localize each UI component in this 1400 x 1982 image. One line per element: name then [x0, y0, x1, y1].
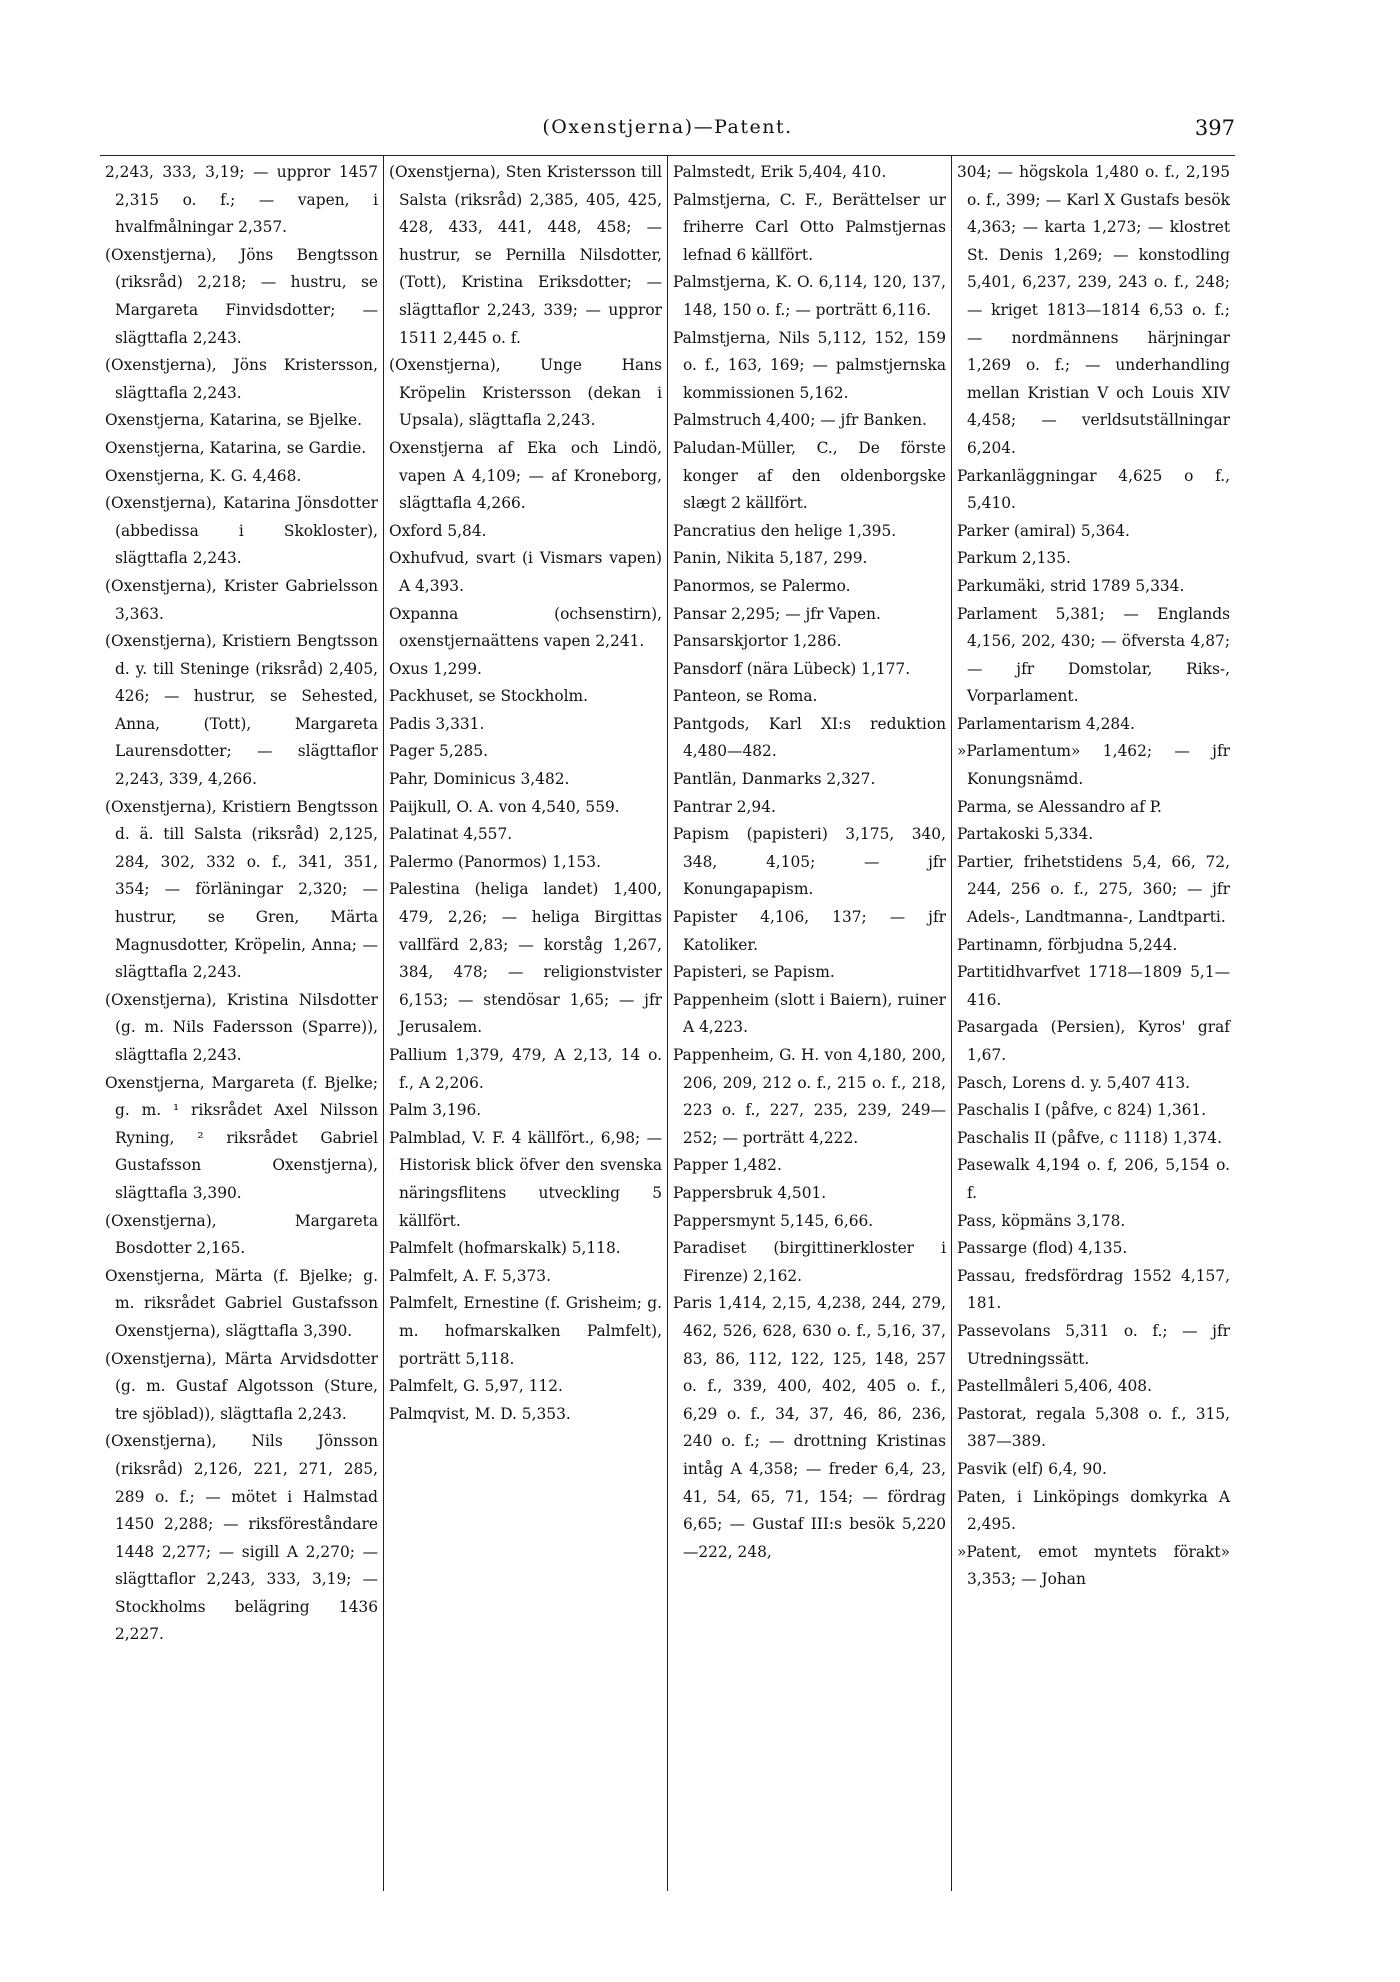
index-entry: Palmblad, V. F. 4 källfört., 6,98; — Historisk blick öfver den svenska näringsflitens utveckling 5 källfört. [389, 1128, 662, 1230]
index-entry: Palmstjerna, K. O. 6,114, 120, 137, 148, 150 o. f.; — porträtt 6,116. [673, 273, 946, 319]
index-entry: Oxpanna (ochsenstirn), oxenstjernaättens vapen 2,241. [389, 604, 662, 651]
index-entry: Papism (papisteri) 3,175, 340, 348, 4,105; — jfr Konungapapism. [673, 825, 946, 899]
index-entry: Oxenstjerna, Katarina, se Bjelke. [105, 411, 363, 430]
running-title: (Oxenstjerna)—Patent. [542, 116, 793, 138]
index-entry: Oxenstjerna, Margareta (f. Bjelke; g. m. ¹ riksrådet Axel Nilsson Ryning, ² riksrådet Gabriel Gustafsson Oxenstjerna), slägttafla 3,390. [105, 1073, 378, 1202]
index-entry: Pastellmåleri 5,406, 408. [957, 1377, 1152, 1396]
index-entry: Palmstjerna, C. F., Berättelser ur friherre Carl Otto Palmstjernas lefnad 6 källfört. [673, 190, 946, 264]
index-entry: Passarge (flod) 4,135. [957, 1239, 1128, 1258]
index-entry: Passau, fredsfördrag 1552 4,157, 181. [957, 1266, 1230, 1313]
index-entry: Oxus 1,299. [389, 659, 482, 678]
index-entry: Palmstruch 4,400; — jfr Banken. [673, 411, 927, 430]
index-entry: Palm 3,196. [389, 1101, 482, 1120]
index-entry: Pantrar 2,94. [673, 797, 776, 816]
index-entry: Paris 1,414, 2,15, 4,238, 244, 279, 462, 526, 628, 630 o. f., 5,16, 37, 83, 86, 112, 122, 125, 148, 257 o. f., 339, 400, 402, 405 o. f., 6,29 o. f., 34, 37, 46, 86, 236, 240 o. f.; — drottning Kristinas intåg A 4,358; — freder 6,4, 23, 41, 54, 65, 71, 154; — fördrag 6,65; — Gustaf III:s besök 5,220—222, 248, [673, 1294, 946, 1561]
index-entry: Palmfelt (hofmarskalk) 5,118. [389, 1239, 621, 1258]
index-entry: (Oxenstjerna), Krister Gabrielsson 3,363. [105, 576, 378, 623]
index-entry: Parlamentarism 4,284. [957, 714, 1135, 733]
index-entry: Pastorat, regala 5,308 o. f., 315, 387—389. [957, 1404, 1230, 1451]
index-entry: Pantgods, Karl XI:s reduktion 4,480—482. [673, 714, 946, 761]
index-entry: Pahr, Dominicus 3,482. [389, 770, 570, 789]
index-entry: Oxenstjerna, Katarina, se Gardie. [105, 438, 367, 457]
index-entry: Palestina (heliga landet) 1,400, 479, 2,26; — heliga Birgittas vallfärd 2,83; — korståg 1,267, 384, 478; — religionstvister 6,153; — stendösar 1,65; — jfr Jerusalem. [389, 880, 662, 1037]
index-entry: Pasch, Lorens d. y. 5,407 413. [957, 1073, 1190, 1092]
index-entry: 304; — högskola 1,480 o. f., 2,195 o. f., 399; — Karl X Gustafs besök 4,363; — karta 1,273; — klostret St. Denis 1,269; — konstodling 5,401, 6,237, 239, 243 o. f., 248; — kriget 1813—1814 6,53 o. f.; — nordmännens härjningar 1,269 o. f.; — underhandling mellan Kristian V och Louis XIV 4,458; — verldsutställningar 6,204. [957, 163, 1230, 457]
index-entry: Pass, köpmäns 3,178. [957, 1211, 1126, 1230]
index-entry: Pasewalk 4,194 o. f, 206, 5,154 o. f. [957, 1156, 1230, 1202]
index-column-4 [952, 156, 1235, 1891]
index-entry: Pansarskjortor 1,286. [673, 632, 842, 651]
index-entry: (Oxenstjerna), Kristiern Bengtsson d. ä. till Salsta (riksråd) 2,125, 284, 302, 332 o. f., 341, 351, 354; — förläningar 2,320; — hustrur, se Gren, Märta Magnusdotter, Kröpelin, Anna; — slägttafla 2,243. [105, 797, 378, 982]
index-entry: Papper 1,482. [673, 1156, 782, 1175]
index-entry: (Oxenstjerna), Margareta Bosdotter 2,165. [105, 1211, 378, 1258]
index-entry: Partitidhvarfvet 1718—1809 5,1—416. [957, 963, 1230, 1009]
index-entry: Parkumäki, strid 1789 5,334. [957, 576, 1185, 595]
index-entry: Oxford 5,84. [389, 521, 487, 540]
index-entry: Pager 5,285. [389, 742, 489, 761]
index-entry: Paschalis I (påfve, c 824) 1,361. [957, 1101, 1207, 1120]
index-entry: Oxenstjerna, K. G. 4,468. [105, 466, 302, 485]
index-entry: Paschalis II (påfve, c 1118) 1,374. [957, 1128, 1222, 1147]
index-entry: 2,243, 333, 3,19; — uppror 1457 2,315 o. f.; — vapen, i hvalfmålningar 2,357. [105, 163, 378, 237]
index-entry: Parkum 2,135. [957, 549, 1071, 568]
index-column-3 [668, 156, 952, 1891]
index-entry: Padis 3,331. [389, 714, 485, 733]
index-entry: Pansdorf (nära Lübeck) 1,177. [673, 659, 911, 678]
index-entry: Pasvik (elf) 6,4, 90. [957, 1459, 1107, 1478]
index-entry: (Oxenstjerna), Märta Arvidsdotter (g. m. Gustaf Algotsson (Sture, tre sjöblad)), slägttafla 2,243. [105, 1349, 378, 1423]
index-entry: Oxenstjerna, Märta (f. Bjelke; g. m. riksrådet Gabriel Gustafsson Oxenstjerna), slägttafla 3,390. [105, 1266, 378, 1340]
index-entry: »Patent, emot myntets förakt» 3,353; — Johan [957, 1542, 1230, 1589]
index-entry: (Oxenstjerna), Katarina Jönsdotter (abbedissa i Skokloster), slägttafla 2,243. [105, 494, 378, 568]
index-entry: Paludan-Müller, C., De förste konger af den oldenborgske slægt 2 källfört. [673, 438, 946, 513]
index-entry: Oxenstjerna af Eka och Lindö, vapen A 4,109; — af Kroneborg, slägttafla 4,266. [389, 438, 662, 513]
index-entry: (Oxenstjerna), Nils Jönsson (riksråd) 2,126, 221, 271, 285, 289 o. f.; — mötet i Halmstad 1450 2,288; — riksföreståndare 1448 2,277; — sigill A 2,270; — slägttaflor 2,243, 333, 3,19; — Stockholms belägring 1436 2,227. [105, 1432, 378, 1644]
index-entry: Pappenheim (slott i Baiern), ruiner A 4,223. [673, 990, 946, 1037]
index-entry: Palatinat 4,557. [389, 825, 513, 844]
index-entry: Pallium 1,379, 479, A 2,13, 14 o. f., A 2,206. [389, 1046, 662, 1092]
index-entry: Pasargada (Persien), Kyros' graf 1,67. [957, 1018, 1230, 1064]
index-entry: Palmfelt, Ernestine (f. Grisheim; g. m. hofmarskalken Palmfelt), porträtt 5,118. [389, 1294, 662, 1368]
index-entry: Packhuset, se Stockholm. [389, 687, 589, 706]
index-entry: Paijkull, O. A. von 4,540, 559. [389, 797, 620, 816]
index-entry: Papister 4,106, 137; — jfr Katoliker. [673, 908, 946, 954]
index-entry: (Oxenstjerna), Sten Kristersson till Salsta (riksråd) 2,385, 405, 425, 428, 433, 441, 448, 458; — hustrur, se Pernilla Nilsdotter, (Tott), Kristina Eriksdotter; — slägttaflor 2,243, 339; — uppror 1511 2,445 o. f. [389, 163, 662, 347]
index-entry: Panteon, se Roma. [673, 687, 818, 706]
index-entry: Pansar 2,295; — jfr Vapen. [673, 604, 881, 623]
index-entry: Palmfelt, G. 5,97, 112. [389, 1377, 563, 1396]
index-entry: Parlament 5,381; — Englands 4,156, 202, 430; — öfversta 4,87; — jfr Domstolar, Riks-, Vorparlament. [957, 604, 1230, 706]
index-entry: Passevolans 5,311 o. f.; — jfr Utredningssätt. [957, 1321, 1230, 1368]
index-entry: Pappenheim, G. H. von 4,180, 200, 206, 209, 212 o. f., 215 o. f., 218, 223 o. f., 227, 235, 239, 249—252; — porträtt 4,222. [673, 1046, 946, 1147]
index-entry: Palmstedt, Erik 5,404, 410. [673, 163, 887, 181]
index-entry: Partier, frihetstidens 5,4, 66, 72, 244, 256 o. f., 275, 360; — jfr Adels-, Landtmanna-, Landtparti. [957, 852, 1230, 927]
index-entry: Paradiset (birgittinerkloster i Firenze) 2,162. [673, 1239, 946, 1285]
index-entry: Pancratius den helige 1,395. [673, 521, 897, 540]
index-entry: Parma, se Alessandro af P. [957, 797, 1162, 816]
index-entry: Palmfelt, A. F. 5,373. [389, 1266, 551, 1285]
index-entry: Parker (amiral) 5,364. [957, 521, 1130, 540]
index-entry: Partinamn, förbjudna 5,244. [957, 935, 1178, 954]
running-header [100, 116, 1235, 146]
index-entry: Panin, Nikita 5,187, 299. [673, 549, 868, 568]
index-entry: Pappersmynt 5,145, 6,66. [673, 1211, 874, 1230]
index-entry: Parkanläggningar 4,625 o f., 5,410. [957, 466, 1230, 513]
index-entry: Pappersbruk 4,501. [673, 1183, 827, 1202]
index-entry: »Parlamentum» 1,462; — jfr Konungsnämd. [957, 742, 1230, 789]
index-entry: Oxhufvud, svart (i Vismars vapen) A 4,393. [389, 549, 662, 595]
index-entry: Panormos, se Palermo. [673, 576, 851, 595]
index-entry: Paten, i Linköpings domkyrka A 2,495. [957, 1487, 1230, 1534]
index-entry: Palmstjerna, Nils 5,112, 152, 159 o. f., 163, 169; — palmstjernska kommissionen 5,162. [673, 328, 946, 402]
index-entry: Partakoski 5,334. [957, 825, 1094, 844]
index-entry: Palermo (Panormos) 1,153. [389, 852, 601, 871]
page-number: 397 [1194, 116, 1235, 140]
index-entry: Palmqvist, M. D. 5,353. [389, 1404, 571, 1423]
index-entry: (Oxenstjerna), Jöns Bengtsson (riksråd) 2,218; — hustru, se Margareta Finvidsdotter; — slägttafla 2,243. [105, 245, 378, 347]
index-columns [100, 155, 1235, 1891]
index-entry: Papisteri, se Papism. [673, 963, 835, 982]
index-entry: (Oxenstjerna), Jöns Kristersson, slägttafla 2,243. [105, 356, 378, 402]
index-column-2 [384, 156, 668, 1891]
index-entry: (Oxenstjerna), Kristina Nilsdotter (g. m. Nils Fadersson (Sparre)), slägttafla 2,243. [105, 990, 378, 1064]
index-column-1 [100, 156, 384, 1891]
index-entry: (Oxenstjerna), Unge Hans Kröpelin Kristersson (dekan i Upsala), slägttafla 2,243. [389, 356, 662, 430]
index-entry: (Oxenstjerna), Kristiern Bengtsson d. y. till Steninge (riksråd) 2,405, 426; — hustrur, se Sehested, Anna, (Tott), Margareta Laurensdotter; — slägttaflor 2,243, 339, 4,266. [105, 632, 378, 789]
index-entry: Pantlän, Danmarks 2,327. [673, 770, 876, 789]
